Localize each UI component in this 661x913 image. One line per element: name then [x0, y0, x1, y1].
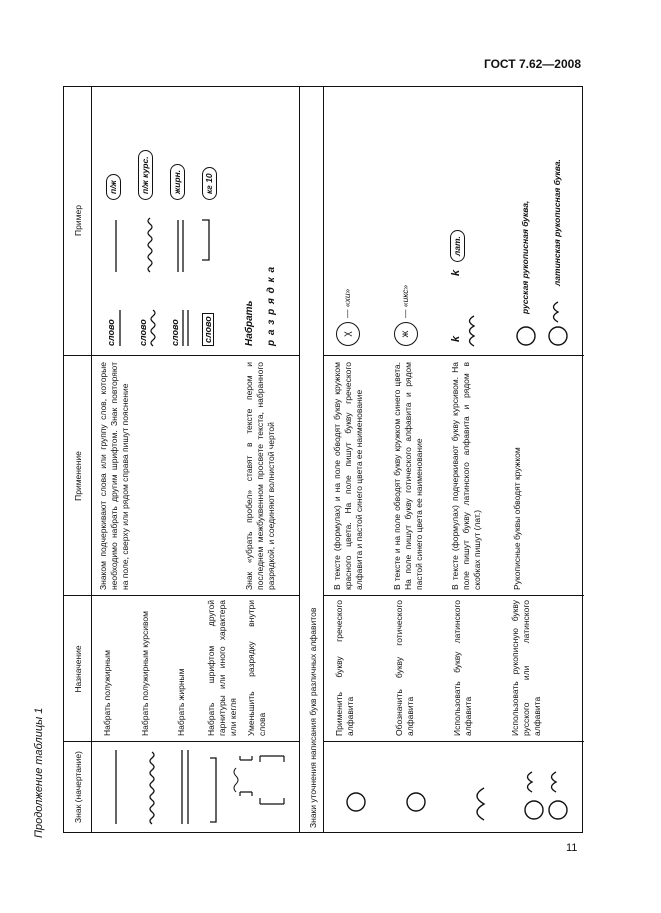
tag-heavy: жирн.	[170, 164, 185, 200]
latin-tag: лат.	[450, 230, 465, 262]
table-continuation-caption: Продолжение таблицы 1	[33, 707, 45, 838]
purpose-heavy: Набрать жирным	[176, 668, 186, 736]
rotated-table	[63, 86, 583, 833]
example-word: слово	[202, 313, 214, 346]
gothic-letter-name: — «икс»	[400, 284, 410, 318]
example-spaced-word: р а з р я д к а	[266, 265, 277, 346]
purpose-bold-italic: Набрать полужирным курсивом	[140, 611, 150, 736]
col-application: Применение	[73, 451, 83, 501]
tag-size: кг 10	[202, 167, 217, 200]
section-title: Знаки уточнения написания букв различных алфавитов	[308, 607, 318, 828]
example-word: слово	[138, 319, 148, 346]
application-greek: В тексте (формулах) и на поле обводят букву кружком красного цвета. На поле пишут букву греческого алфавита и пастой синего цвета ее наименование	[332, 362, 364, 590]
gothic-letter-ring: ж	[394, 322, 418, 346]
page-number: 11	[566, 842, 578, 854]
purpose-latin: Использовать букву латинского алфавита	[452, 600, 473, 736]
example-word: слово	[106, 319, 116, 346]
example-latin-handwritten: латинская рукописная буква.	[552, 159, 562, 286]
document-code: ГОСТ 7.62—2008	[483, 57, 581, 71]
purpose-greek: Применить букву греческого алфавита	[334, 600, 355, 736]
application-handwritten: Рукописные буквы обводят кружком	[512, 447, 522, 590]
example-word: слово	[170, 319, 180, 346]
col-purpose: Назначение	[73, 645, 83, 693]
greek-letter-ring: χ	[336, 322, 360, 346]
purpose-other-font: Набрать шрифтом другой гарнитуры или иного характера или кегля	[206, 600, 238, 736]
application-gothic: В тексте и на поле обводят букву кружком синего цвета. На поле пишут букву готического алфавита и рядом пастой синего цвета ее наименование	[392, 362, 424, 590]
purpose-handwritten: Использовать рукописную букву русского или латинского алфавита	[510, 600, 542, 736]
tag-bold-italic: п/ж курс.	[138, 150, 153, 200]
greek-letter-name: — «хи»	[342, 288, 352, 318]
application-latin: В тексте (формулах) подчеркивают букву курсивом. На поле пишут букву латинского алфавита и рядом в скобках пишут (лат.)	[450, 362, 482, 590]
latin-letter: k	[450, 335, 462, 342]
table	[63, 86, 583, 833]
purpose-spacing: Уменьшить разрядку внутри слова	[246, 600, 267, 736]
purpose-bold: Набрать полужирным	[102, 650, 112, 736]
latin-letter: k	[450, 269, 462, 276]
col-sign: Знак (начертание)	[73, 751, 83, 823]
example-nabrat: Набрать	[244, 300, 255, 346]
alphabet-example-marks	[64, 85, 584, 832]
col-example: Пример	[73, 205, 83, 236]
application-spacing: Знак «убрать пробел» ставят в тексте пером и последнем межбуквенном просвете текста, набранного разрядкой, и соединяют волнистой чертой	[244, 362, 276, 590]
purpose-gothic: Обозначить букву готического алфавита	[394, 600, 415, 736]
application-font-group: Знаком подчеркивают слова или группу слов, которые необходимо набрать другим шрифтом. Знак повторяют на поле, сверху или рядом справа пишут пояснение	[98, 362, 130, 590]
example-russian-handwritten: русская рукописная буква,	[520, 200, 530, 314]
tag-bold: п/ж	[106, 174, 121, 200]
